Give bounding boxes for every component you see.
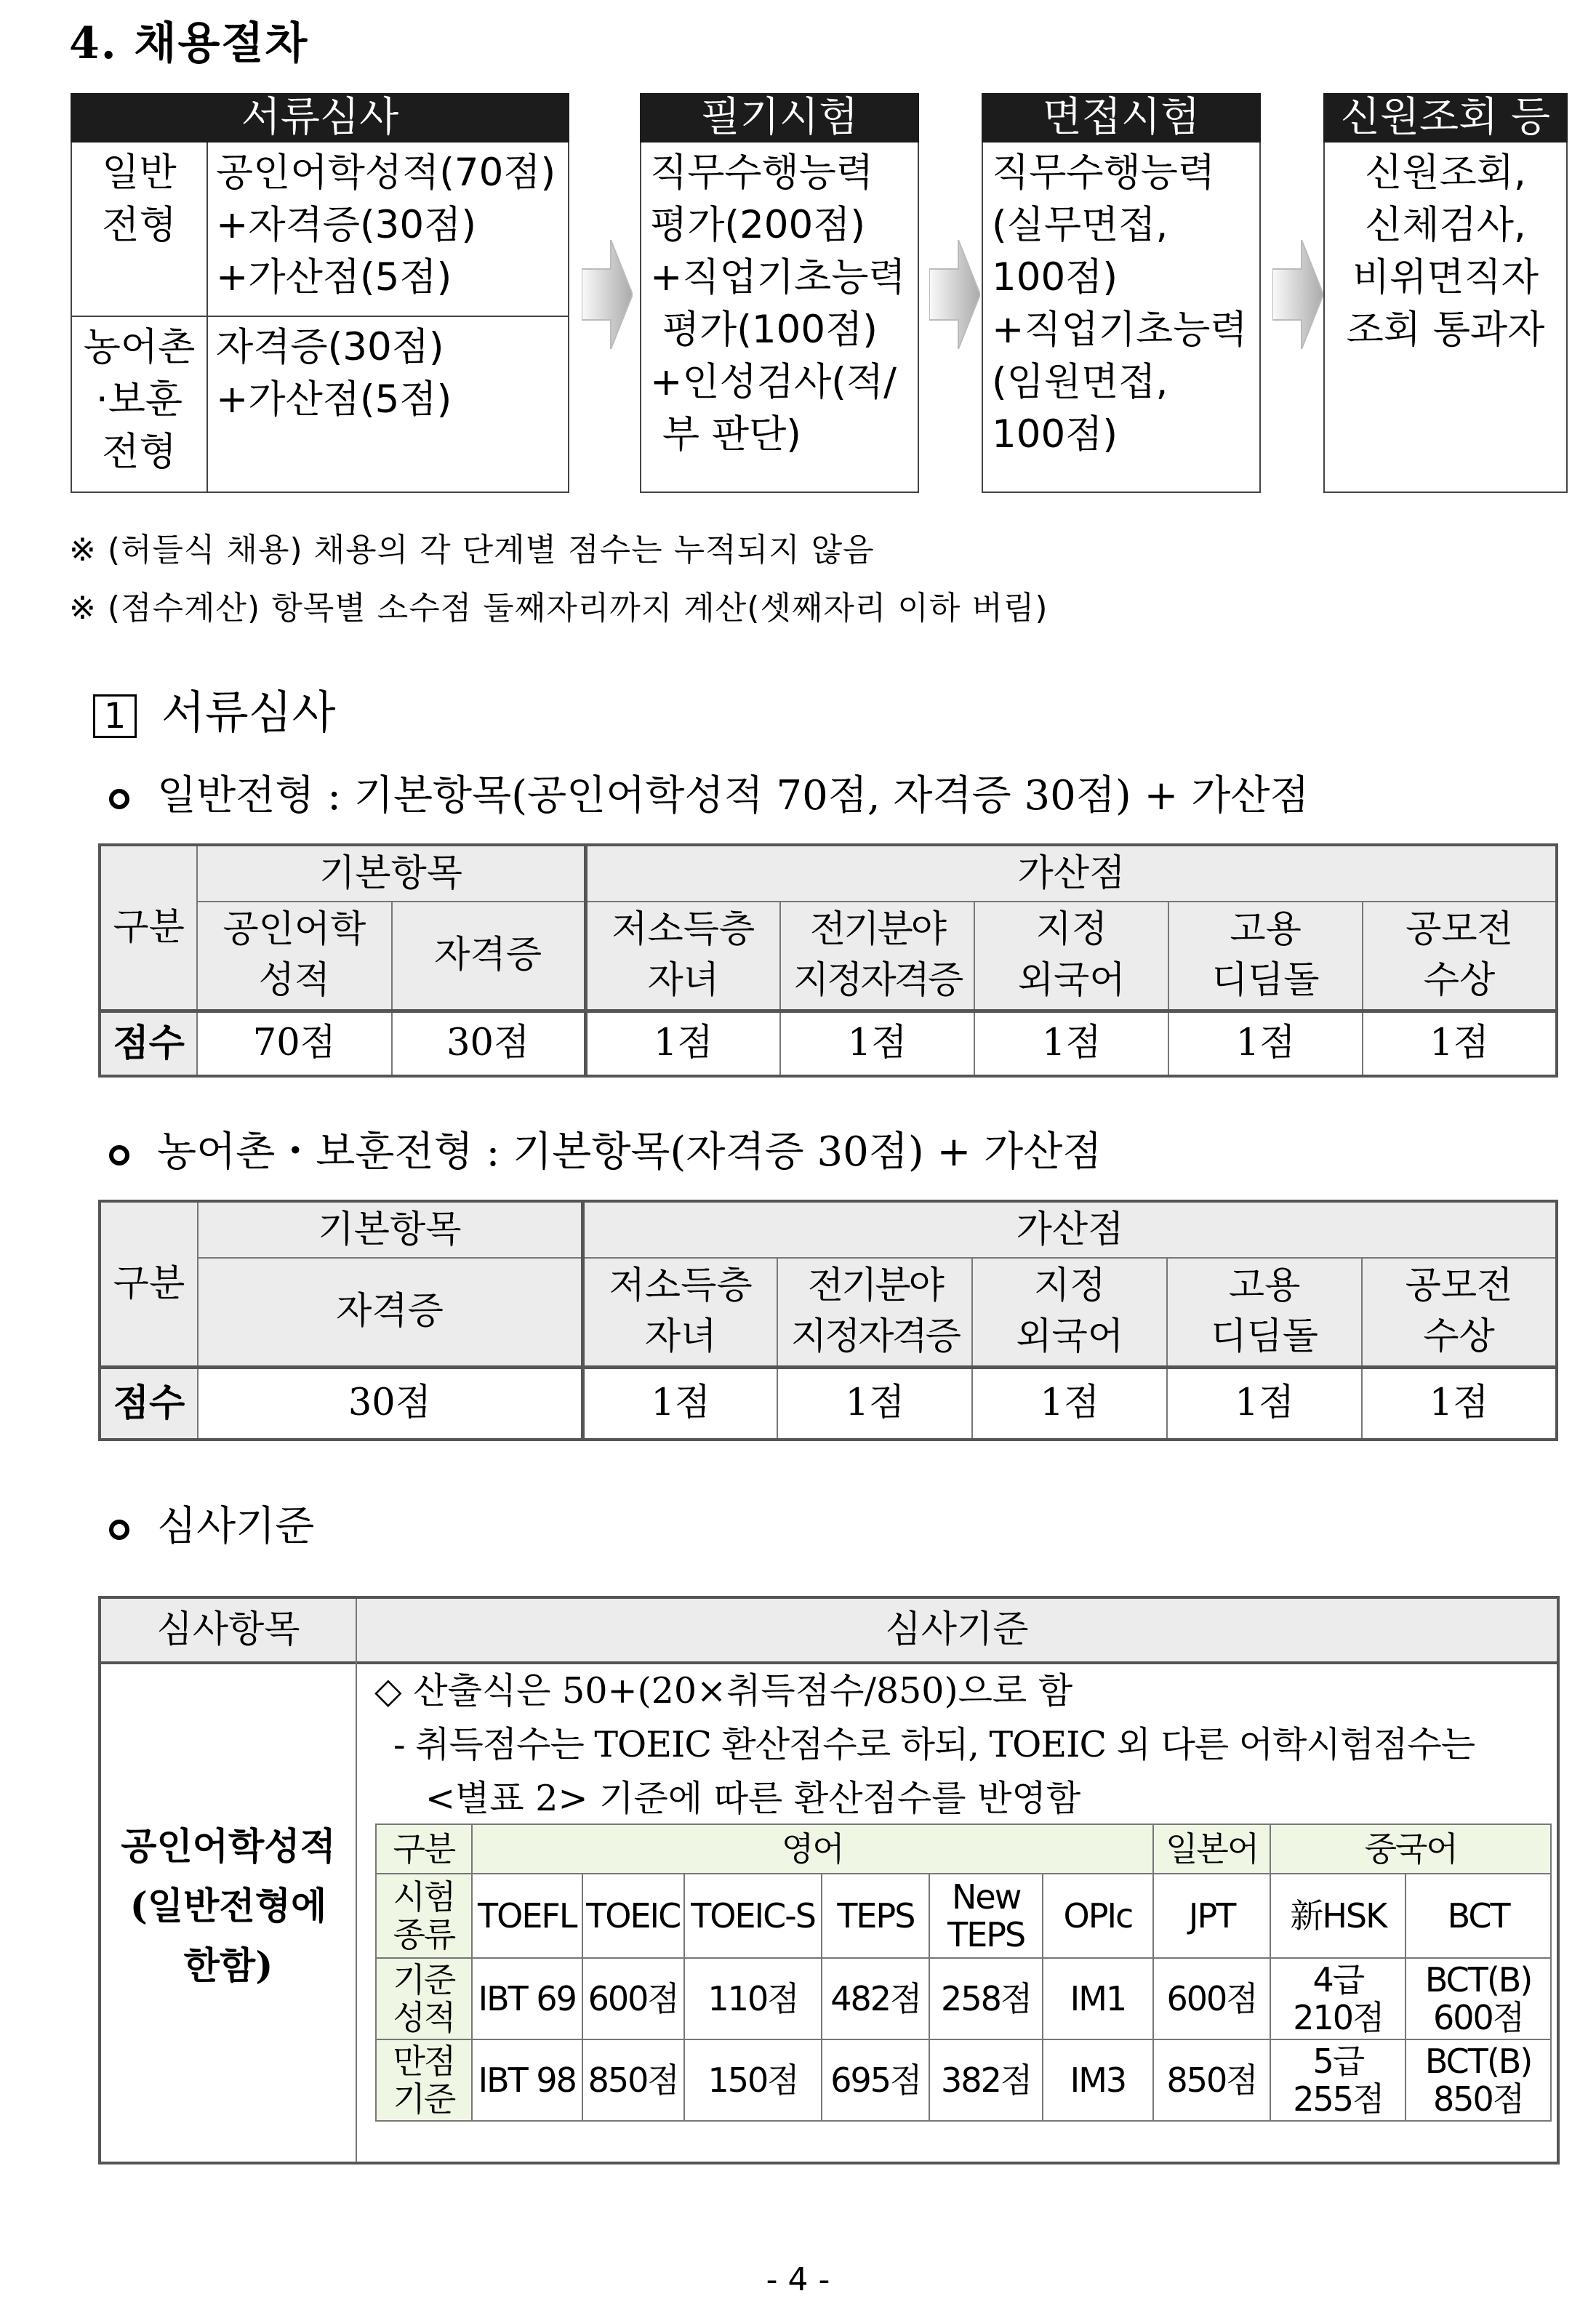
table-cell: 30점: [392, 1011, 586, 1076]
conv-test: TEPS: [822, 1874, 929, 1958]
row-label-score: 점수: [100, 1011, 197, 1076]
section1-heading: [93, 676, 336, 741]
flow-doc-box: [71, 93, 569, 493]
table-cell: 1점: [780, 1011, 975, 1076]
flow-arrow-icon: [582, 240, 633, 349]
flow-arrow-icon: [1272, 240, 1323, 349]
table-cell: 1점: [1362, 1367, 1557, 1440]
flow-interview-head: 면접시험: [982, 93, 1261, 143]
table-cell: 1점: [972, 1367, 1167, 1440]
note-score-calc: ※ (점수계산) 항목별 소수점 둘째자리까지 계산(셋째자리 이하 버림): [69, 590, 1048, 627]
flow-doc-rural-text: 자격증(30점) +가산점(5점): [216, 325, 452, 422]
table-cell: 30점: [198, 1367, 583, 1440]
conv-test: 新HSK: [1270, 1874, 1405, 1958]
table-cell: 70점: [197, 1011, 391, 1076]
general-score-table: [98, 843, 1558, 1078]
criteria-line1: ◇ 산출식은 50+(20×취득점수/850)으로 함: [374, 1670, 1073, 1712]
general-bullet: [109, 763, 1310, 822]
criteria-item-label: 공인어학성적 (일반전형에 한함): [121, 1825, 336, 1988]
conv-base: 482점: [822, 1958, 929, 2039]
criteria-line3: <별표 2> 기준에 따른 환산점수를 반영함: [425, 1778, 1081, 1819]
circle-bullet-icon: [109, 1145, 129, 1165]
criteria-col-divider: [356, 1599, 357, 2162]
conv-full: 5급 255점: [1270, 2039, 1405, 2121]
flow-doc-divider-h: [72, 316, 568, 317]
flow-written-box: [640, 93, 919, 493]
conv-base: IM1: [1043, 1958, 1153, 2039]
table-cell: 1점: [974, 1011, 1168, 1076]
col-header: 저소득층 자녀: [582, 1258, 777, 1367]
conv-full: 850점: [582, 2039, 684, 2121]
col-header: 공모전 수상: [1363, 902, 1557, 1011]
conv-full: 150점: [684, 2039, 822, 2121]
conv-lang-cn: 중국어: [1270, 1824, 1551, 1874]
col-header: 고용 디딤돌: [1168, 902, 1363, 1011]
conv-row-full: 만점 기준: [376, 2039, 472, 2121]
rural-bullet-text: 농어촌・보훈전형 : 기본항목(자격증 30점) + 가산점: [157, 1128, 1102, 1176]
circle-bullet-icon: [109, 1520, 129, 1540]
rural-score-table: [98, 1200, 1558, 1441]
flow-interview-text: 직무수행능력 (실무면접, 100점) +직업기초능력 (임원면접, 100점): [992, 151, 1248, 457]
col-header: 공모전 수상: [1362, 1258, 1557, 1367]
conv-gubun: 구분: [376, 1824, 472, 1874]
col-header: 전기분야 지정자격증: [777, 1258, 972, 1367]
rural-bullet: [109, 1120, 1102, 1178]
conv-row-base: 기준 성적: [376, 1958, 472, 2039]
conv-base: 600점: [1153, 1958, 1271, 2039]
general-bullet-text: 일반전형 : 기본항목(공인어학성적 70점, 자격증 30점) + 가산점: [157, 772, 1310, 819]
language-conversion-table: [375, 1824, 1552, 2122]
conv-test: OPIc: [1043, 1874, 1153, 1958]
table-cell: 1점: [1167, 1367, 1362, 1440]
table-cell: 1점: [585, 1011, 779, 1076]
col-header-basic: 기본항목: [198, 1201, 583, 1258]
conv-lang-jp: 일본어: [1153, 1824, 1271, 1874]
conv-base: 600점: [582, 1958, 684, 2039]
col-header-gubun: 구분: [100, 845, 197, 1011]
flow-doc-general-label: 일반 전형: [102, 151, 177, 247]
conv-full: 382점: [929, 2039, 1043, 2121]
conv-full: 695점: [822, 2039, 929, 2121]
col-header: 지정 외국어: [974, 902, 1168, 1011]
col-header: 전기분야 지정자격증: [780, 902, 975, 1011]
col-header-gubun: 구분: [100, 1201, 198, 1367]
conv-base: IBT 69: [472, 1958, 582, 2039]
flow-doc-general-text: 공인어학성적(70점) +자격증(30점) +가산점(5점): [216, 151, 556, 300]
flow-arrow-icon: [929, 240, 980, 349]
conv-full: IM3: [1043, 2039, 1153, 2121]
conv-row-test: 시험 종류: [376, 1874, 472, 1958]
col-header: 저소득층 자녀: [585, 902, 779, 1011]
table-cell: 1점: [777, 1367, 972, 1440]
conv-base: 110점: [684, 1958, 822, 2039]
col-header-bonus: 가산점: [582, 1201, 1557, 1258]
conv-lang-en: 영어: [472, 1824, 1153, 1874]
criteria-bullet-text: 심사기준: [157, 1503, 315, 1550]
col-header-bonus: 가산점: [585, 845, 1557, 902]
criteria-head-std: 심사기준: [885, 1608, 1029, 1651]
page-number: - 4 -: [766, 2261, 830, 2298]
conv-test: New TEPS: [929, 1874, 1043, 1958]
flow-final-head: 신원조회 등: [1323, 93, 1568, 143]
circle-bullet-icon: [109, 789, 129, 809]
conv-test: TOEIC: [582, 1874, 684, 1958]
col-header: 공인어학 성적: [197, 902, 391, 1011]
section-number-box: 1: [93, 694, 137, 738]
flow-final-text: 신원조회, 신체검사, 비위면직자 조회 통과자: [1346, 151, 1545, 352]
conv-base: 258점: [929, 1958, 1043, 2039]
flow-doc-head: 서류심사: [71, 93, 569, 143]
conv-base: 4급 210점: [1270, 1958, 1405, 2039]
criteria-line2: - 취득점수는 TOEIC 환산점수로 하되, TOEIC 외 다른 어학시험점수는: [393, 1724, 1475, 1765]
col-header: 자격증: [392, 902, 586, 1011]
section-title: 4. 채용절차: [69, 18, 309, 69]
flow-written-head: 필기시험: [640, 93, 919, 143]
col-header: 자격증: [198, 1258, 583, 1367]
conv-full: 850점: [1153, 2039, 1271, 2121]
conv-test: TOEFL: [472, 1874, 582, 1958]
conv-test: BCT: [1405, 1874, 1551, 1958]
criteria-head-item: 심사항목: [156, 1608, 300, 1651]
col-header-basic: 기본항목: [197, 845, 585, 902]
table-cell: 1점: [1168, 1011, 1363, 1076]
flow-doc-divider-v: [206, 143, 208, 492]
row-label-score: 점수: [100, 1367, 198, 1440]
criteria-bullet: [109, 1494, 314, 1552]
conv-base: BCT(B) 600점: [1405, 1958, 1551, 2039]
table-cell: 1점: [582, 1367, 777, 1440]
col-header: 지정 외국어: [972, 1258, 1167, 1367]
section1-title: 서류심사: [161, 686, 336, 739]
flow-doc-rural-label: 농어촌 ·보훈 전형: [83, 325, 196, 474]
flow-final-box: [1323, 93, 1568, 493]
conv-full: IBT 98: [472, 2039, 582, 2121]
table-cell: 1점: [1363, 1011, 1557, 1076]
flow-written-text: 직무수행능력 평가(200점) +직업기초능력 평가(100점) +인성검사(적/ 부 판단): [650, 151, 906, 457]
flow-interview-box: [982, 93, 1261, 493]
conv-test: JPT: [1153, 1874, 1271, 1958]
note-hurdle: ※ (허들식 채용) 채용의 각 단계별 점수는 누적되지 않음: [69, 531, 875, 569]
conv-test: TOEIC-S: [684, 1874, 822, 1958]
conv-full: BCT(B) 850점: [1405, 2039, 1551, 2121]
col-header: 고용 디딤돌: [1167, 1258, 1362, 1367]
